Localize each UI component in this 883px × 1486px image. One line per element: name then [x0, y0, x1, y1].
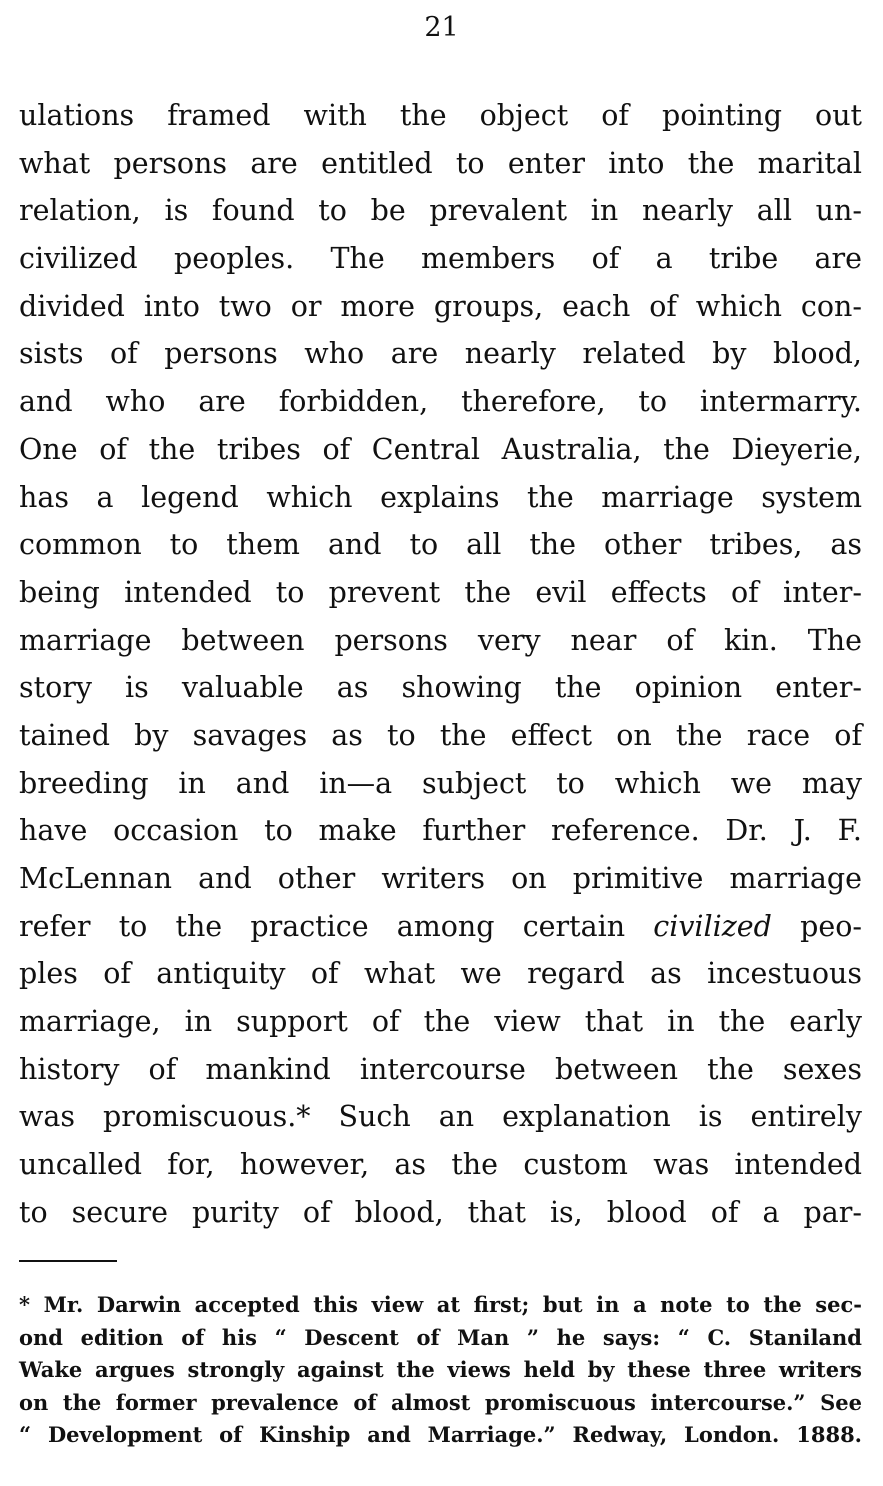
body-line: and who are forbidden, therefore, to intermarry.: [19, 385, 862, 419]
footnote-line: * Mr. Darwin accepted this view at first; but in a note to the sec-: [19, 1292, 862, 1317]
body-line: sists of persons who are nearly related by blood,: [19, 337, 862, 371]
body-line: story is valuable as showing the opinion enter-: [19, 671, 862, 705]
body-line: tained by savages as to the effect on the race of: [19, 718, 862, 752]
body-line: uncalled for, however, as the custom was intended: [19, 1148, 862, 1182]
body-line: civilized peoples. The members of a tribe are: [19, 242, 862, 276]
footnote-divider: [19, 1260, 117, 1262]
body-line: have occasion to make further reference. Dr. J. F.: [19, 814, 862, 848]
footnote-line: on the former prevalence of almost promiscuous intercourse.” See: [19, 1389, 862, 1415]
body-line: divided into two or more groups, each of which con-: [19, 289, 862, 323]
body-line: what persons are entitled to enter into the marital: [19, 146, 862, 180]
body-line: ples of antiquity of what we regard as incestuous: [19, 957, 862, 991]
italic-word: civilized: [653, 909, 772, 943]
line-text-before: refer to the practice among certain: [19, 909, 654, 943]
body-line: breeding in and in—a subject to which we may: [19, 766, 862, 800]
body-line: being intended to prevent the evil effects of inter-: [19, 575, 862, 609]
footnote-line: “ Development of Kinship and Marriage.” Redway, London. 1888.: [19, 1422, 862, 1447]
body-line: has a legend which explains the marriage system: [19, 480, 862, 514]
footnote-line: Wake argues strongly against the views held by these three writers: [19, 1357, 862, 1382]
body-line: marriage between persons very near of kin. The: [19, 623, 862, 657]
line-text-after: peo-: [771, 909, 862, 943]
body-line-with-italic: [19, 903, 862, 951]
body-line: relation, is found to be prevalent in nearly all un-: [19, 194, 862, 228]
body-line: common to them and to all the other tribes, as: [19, 528, 862, 562]
footnote-line: ond edition of his “ Descent of Man ” he says: “ C. Staniland: [19, 1324, 862, 1350]
body-line: ulations framed with the object of pointing out: [19, 99, 862, 132]
body-line: to secure purity of blood, that is, blood of a par-: [19, 1195, 862, 1229]
body-line: history of mankind intercourse between the sexes: [19, 1052, 862, 1086]
body-text: [19, 92, 862, 1237]
page-number: 21: [424, 12, 459, 43]
body-line: One of the tribes of Central Australia, the Dieyerie,: [19, 432, 862, 466]
body-line: marriage, in support of the view that in the early: [19, 1005, 862, 1039]
body-line: was promiscuous.* Such an explanation is entirely: [19, 1100, 862, 1134]
footnote: [19, 1289, 862, 1452]
body-line: McLennan and other writers on primitive marriage: [19, 862, 862, 895]
